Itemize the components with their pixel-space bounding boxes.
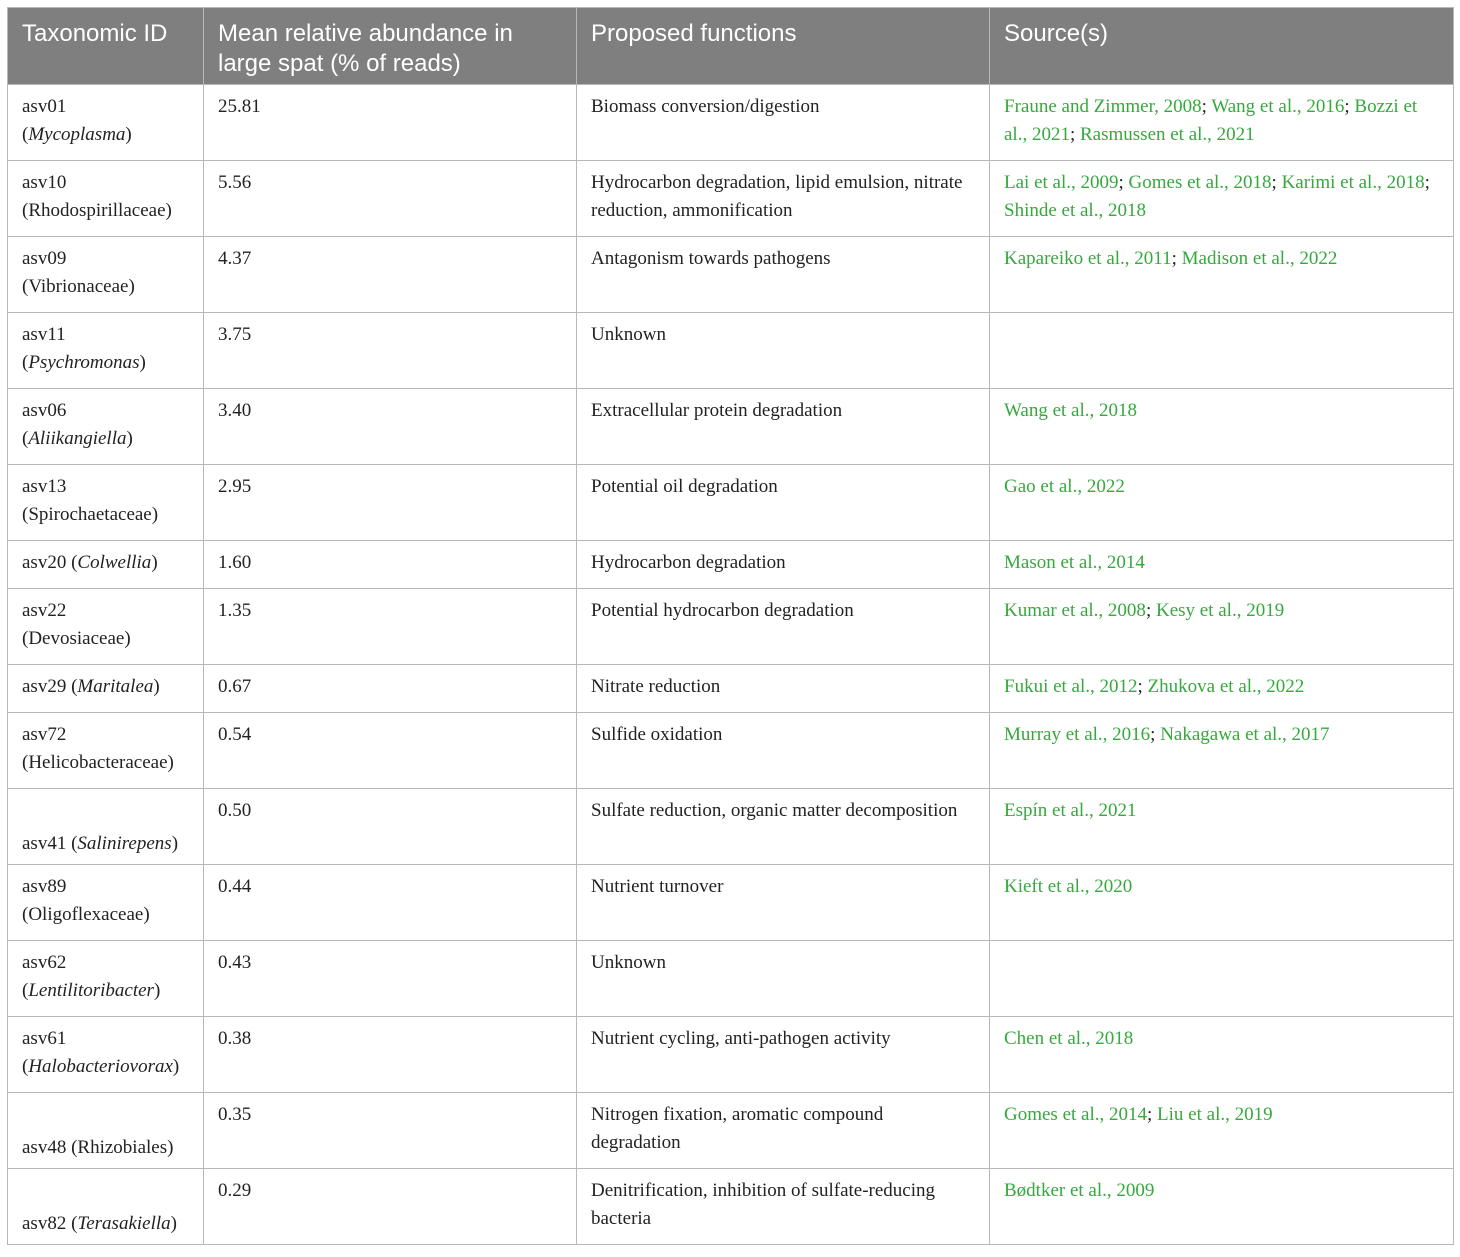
function-cell: Denitrification, inhibition of sulfate-reducing bacteria [577,1169,990,1245]
asv-id: asv82 [22,1213,67,1234]
asv-id: asv01 [22,96,67,117]
asv-id: asv13 [22,476,67,497]
table-row [8,713,1454,789]
table-row [8,1093,1454,1169]
function-cell: Nutrient turnover [577,865,990,941]
function-cell: Extracellular protein degradation [577,389,990,465]
asv-id: asv22 [22,600,67,621]
taxonomic-id-cell: asv72 (Helicobacteraceae) [8,713,204,789]
source-separator: ; [1201,96,1212,117]
source-separator: ; [1424,172,1430,193]
abundance-cell: 5.56 [204,161,577,237]
asv-id: asv11 [22,324,66,345]
sources-cell [990,713,1454,789]
taxon-name: Mycoplasma [28,124,126,145]
table-body [8,85,1454,1245]
taxonomic-id-cell: asv11 (Psychromonas) [8,313,204,389]
abundance-cell: 0.67 [204,665,577,713]
taxonomic-id-cell: asv01 (Mycoplasma) [8,85,204,161]
taxon-name: Maritalea [77,676,154,697]
asv-id: asv41 [22,833,67,854]
taxonomic-id-cell: asv20 (Colwellia) [8,541,204,589]
abundance-cell: 0.44 [204,865,577,941]
taxon-name: Helicobacteraceae [28,752,168,773]
abundance-cell: 25.81 [204,85,577,161]
table-row [8,161,1454,237]
taxon-name: Aliikangiella [28,428,127,449]
source-separator: ; [1271,172,1282,193]
sources-cell [990,589,1454,665]
source-separator: ; [1145,600,1156,621]
sources-cell [990,1093,1454,1169]
header-row [8,8,1454,85]
abundance-cell: 1.35 [204,589,577,665]
asv-id: asv48 [22,1137,67,1158]
header-taxonomic-id: Taxonomic ID [8,8,204,85]
asv-id: asv72 [22,724,67,745]
sources-cell [990,389,1454,465]
table-row [8,541,1454,589]
source-link[interactable]: Fraune and Zimmer, 2008 [1004,96,1202,117]
function-cell: Biomass conversion/digestion [577,85,990,161]
sources-cell [990,1017,1454,1093]
abundance-cell: 0.29 [204,1169,577,1245]
taxon-name: Spirochaetaceae [28,504,152,525]
taxon-name: Devosiaceae [28,628,125,649]
taxon-name: Lentilitoribacter [28,980,154,1001]
source-link[interactable]: Fukui et al., 2012 [1004,676,1138,697]
function-cell: Hydrocarbon degradation, lipid emulsion, nitrate reduction, ammonification [577,161,990,237]
taxon-name: Halobacteriovorax [28,1056,173,1077]
sources-cell [990,665,1454,713]
sources-cell [990,865,1454,941]
source-link[interactable]: Nakagawa et al., 2017 [1160,724,1330,745]
abundance-cell: 0.54 [204,713,577,789]
table-row [8,465,1454,541]
source-link[interactable]: Gao et al., 2022 [1004,476,1125,497]
source-link[interactable]: Lai et al., 2009 [1004,172,1119,193]
taxonomic-id-cell: asv41 (Salinirepens) [8,789,204,865]
source-separator: ; [1147,1104,1158,1125]
taxonomic-id-cell: asv61 (Halobacteriovorax) [8,1017,204,1093]
taxon-name: Rhodospirillaceae [28,200,166,221]
function-cell: Unknown [577,941,990,1017]
taxonomic-id-cell: asv48 (Rhizobiales) [8,1093,204,1169]
table-row [8,665,1454,713]
table-row [8,865,1454,941]
asv-id: asv62 [22,952,67,973]
source-link[interactable]: Wang et al., 2016 [1211,96,1345,117]
source-separator: ; [1150,724,1161,745]
sources-cell [990,541,1454,589]
source-link[interactable]: Gomes et al., 2014 [1004,1104,1148,1125]
source-link[interactable]: Kumar et al., 2008 [1004,600,1146,621]
data-table [7,7,1454,1245]
source-link[interactable]: Zhukova et al., 2022 [1147,676,1305,697]
function-cell: Potential hydrocarbon degradation [577,589,990,665]
source-separator: ; [1344,96,1355,117]
function-cell: Unknown [577,313,990,389]
taxonomic-id-cell: asv82 (Terasakiella) [8,1169,204,1245]
sources-cell [990,1169,1454,1245]
table-row [8,789,1454,865]
taxon-name: Psychromonas [28,352,140,373]
taxonomic-id-cell: asv62 (Lentilitoribacter) [8,941,204,1017]
function-cell: Antagonism towards pathogens [577,237,990,313]
source-link[interactable]: Bozzi et al., 2021 [1004,96,1418,145]
function-cell: Potential oil degradation [577,465,990,541]
source-link[interactable]: Madison et al., 2022 [1181,248,1338,269]
sources-cell [990,941,1454,1017]
sources-cell [990,161,1454,237]
asv-id: asv89 [22,876,67,897]
table-row [8,589,1454,665]
table-row [8,389,1454,465]
function-cell: Nutrient cycling, anti-pathogen activity [577,1017,990,1093]
taxonomic-id-cell: asv89 (Oligoflexaceae) [8,865,204,941]
abundance-cell: 0.38 [204,1017,577,1093]
asv-id: asv20 [22,552,67,573]
source-link[interactable]: Gomes et al., 2018 [1128,172,1272,193]
taxonomic-id-cell: asv22 (Devosiaceae) [8,589,204,665]
sources-cell [990,465,1454,541]
source-link[interactable]: Rasmussen et al., 2021 [1080,124,1255,145]
source-separator: ; [1118,172,1129,193]
taxon-name: Vibrionaceae [28,276,129,297]
abundance-cell: 0.43 [204,941,577,1017]
table-row [8,313,1454,389]
source-link[interactable]: Mason et al., 2014 [1004,552,1145,573]
taxon-name: Terasakiella [77,1213,171,1234]
function-cell: Sulfide oxidation [577,713,990,789]
source-link[interactable]: Liu et al., 2019 [1157,1104,1273,1125]
asv-id: asv09 [22,248,67,269]
source-link[interactable]: Murray et al., 2016 [1004,724,1151,745]
source-link[interactable]: Wang et al., 2018 [1004,400,1138,421]
function-cell: Sulfate reduction, organic matter decomposition [577,789,990,865]
asv-id: asv61 [22,1028,67,1049]
source-link[interactable]: Kapareiko et al., 2011 [1004,248,1172,269]
table-row [8,1017,1454,1093]
asv-id: asv10 [22,172,67,193]
asv-id: asv06 [22,400,67,421]
table-row [8,85,1454,161]
header-functions: Proposed functions [577,8,990,85]
source-separator: ; [1069,124,1080,145]
source-link[interactable]: Shinde et al., 2018 [1004,200,1146,221]
abundance-cell: 4.37 [204,237,577,313]
taxonomic-id-cell: asv29 (Maritalea) [8,665,204,713]
sources-cell [990,789,1454,865]
source-link[interactable]: Espín et al., 2021 [1004,800,1137,821]
taxon-name: Salinirepens [77,833,172,854]
header-sources: Source(s) [990,8,1454,85]
sources-cell [990,237,1454,313]
source-link[interactable]: Bødtker et al., 2009 [1004,1180,1155,1201]
source-link[interactable]: Kesy et al., 2019 [1155,600,1285,621]
taxonomic-id-cell: asv10 (Rhodospirillaceae) [8,161,204,237]
source-separator: ; [1137,676,1148,697]
table-row [8,237,1454,313]
table-row [8,941,1454,1017]
abundance-cell: 0.50 [204,789,577,865]
table-row [8,1169,1454,1245]
function-cell: Hydrocarbon degradation [577,541,990,589]
source-separator: ; [1171,248,1182,269]
taxonomic-id-cell: asv13 (Spirochaetaceae) [8,465,204,541]
taxonomic-id-cell: asv09 (Vibrionaceae) [8,237,204,313]
abundance-cell: 1.60 [204,541,577,589]
taxon-name: Colwellia [77,552,152,573]
sources-cell [990,85,1454,161]
taxonomic-id-cell: asv06 (Aliikangiella) [8,389,204,465]
abundance-cell: 3.75 [204,313,577,389]
abundance-cell: 3.40 [204,389,577,465]
taxon-name: Rhizobiales [77,1137,168,1158]
taxon-name: Oligoflexaceae [28,904,144,925]
asv-id: asv29 [22,676,67,697]
header-abundance: Mean relative abundance in large spat (% of reads) [204,8,577,85]
source-link[interactable]: Karimi et al., 2018 [1281,172,1425,193]
function-cell: Nitrate reduction [577,665,990,713]
source-link[interactable]: Kieft et al., 2020 [1004,876,1133,897]
source-link[interactable]: Chen et al., 2018 [1004,1028,1134,1049]
function-cell: Nitrogen fixation, aromatic compound degradation [577,1093,990,1169]
abundance-cell: 2.95 [204,465,577,541]
sources-cell [990,313,1454,389]
abundance-cell: 0.35 [204,1093,577,1169]
